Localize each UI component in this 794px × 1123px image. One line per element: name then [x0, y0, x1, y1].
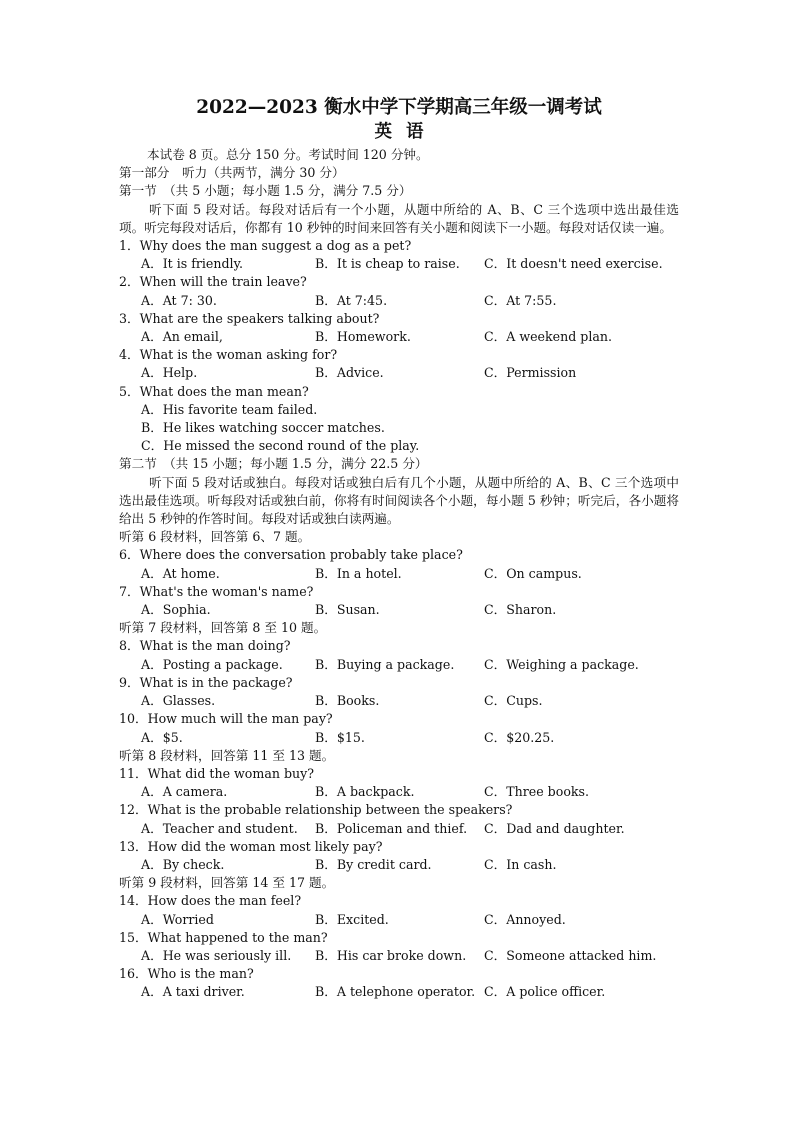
- option-a: A．Worried: [141, 911, 214, 927]
- option-a: A．A camera.: [141, 784, 228, 800]
- option-b: B．By credit card.: [315, 856, 432, 872]
- option-c: C．Cups.: [484, 693, 543, 709]
- option-a: A．An email,: [141, 329, 223, 345]
- material-8-heading: 听第 8 段材料，回答第 11 至 13 题。: [119, 747, 335, 763]
- question-5: 5．What does the man mean?: [119, 383, 309, 399]
- exam-subject: 英语: [374, 122, 438, 142]
- option-c: C．A weekend plan.: [484, 329, 612, 345]
- exam-intro: 本试卷 8 页。总分 150 分。考试时间 120 分钟。: [147, 147, 429, 162]
- option-c: C．A police officer.: [484, 984, 606, 1000]
- option-a: A．He was seriously ill.: [141, 947, 292, 963]
- option-b: B．Advice.: [315, 365, 384, 381]
- option-a: A．It is friendly.: [141, 256, 244, 272]
- section1-heading: 第一节 （共 5 小题；每小题 1.5 分，满分 7.5 分）: [119, 183, 412, 199]
- option-a: A．Glasses.: [141, 693, 216, 709]
- option-a: A．Teacher and student.: [141, 820, 298, 836]
- question-6-options: [119, 565, 679, 583]
- exam-title: 2022—2023 衡水中学下学期高三年级一调考试: [196, 97, 602, 118]
- option-c: C．It doesn't need exercise.: [484, 256, 663, 272]
- question-11-options: [119, 783, 679, 801]
- option-b: B．His car broke down.: [315, 947, 467, 963]
- question-4-options: [119, 364, 679, 382]
- option-a: A．Sophia.: [141, 602, 211, 618]
- part1-heading: 第一部分 听力（共两节，满分 30 分）: [119, 165, 345, 181]
- option-b: B．At 7:45.: [315, 292, 388, 308]
- question-8-options: [119, 656, 679, 674]
- option-b: B．$15.: [315, 729, 365, 745]
- question-15: 15．What happened to the man?: [119, 929, 328, 945]
- question-15-options: [119, 947, 679, 965]
- question-12: 12．What is the probable relationship between the speakers?: [119, 802, 513, 818]
- question-2: 2．When will the train leave?: [119, 274, 307, 290]
- option-b: B．Homework.: [315, 329, 411, 345]
- option-a: A．By check.: [141, 856, 225, 872]
- question-3: 3．What are the speakers talking about?: [119, 310, 380, 326]
- question-11: 11．What did the woman buy?: [119, 765, 314, 781]
- option-b: B．Books.: [315, 693, 380, 709]
- question-1: 1．Why does the man suggest a dog as a pet?: [119, 238, 412, 254]
- option-c: C．Sharon.: [484, 602, 557, 618]
- question-8: 8．What is the man doing?: [119, 638, 291, 654]
- option-c: C．Three books.: [484, 784, 589, 800]
- question-10-options: [119, 729, 679, 747]
- section1-instructions: 听下面 5 段对话。每段对话后有一个小题，从题中所给的 A、B、C 三个选项中选出最佳选项。听完每段对话后，你都有 10 秒钟的时间来回答有关小题和阅读下一小题。每段对话仅读一遍。: [119, 201, 679, 235]
- question-16: 16．Who is the man?: [119, 966, 254, 982]
- question-9: 9．What is in the package?: [119, 674, 293, 690]
- option-c: C．On campus.: [484, 565, 582, 581]
- question-6: 6．Where does the conversation probably take place?: [119, 547, 463, 563]
- question-14-options: [119, 911, 679, 929]
- question-12-options: [119, 820, 679, 838]
- option-b: B．Buying a package.: [315, 656, 455, 672]
- option-c: C．Permission: [484, 365, 577, 381]
- option-a: A．A taxi driver.: [141, 984, 245, 1000]
- question-4: 4．What is the woman asking for?: [119, 347, 338, 363]
- option-b: B．In a hotel.: [315, 565, 402, 581]
- option-a: A．At home.: [141, 565, 220, 581]
- option-b: B．Susan.: [315, 602, 380, 618]
- material-6-heading: 听第 6 段材料，回答第 6、7 题。: [119, 529, 311, 545]
- question-9-options: [119, 692, 679, 710]
- option-c: C．$20.25.: [484, 729, 555, 745]
- question-14: 14．How does the man feel?: [119, 893, 302, 909]
- question-7-options: [119, 601, 679, 619]
- question-13-options: [119, 856, 679, 874]
- option-c: C．Annoyed.: [484, 911, 566, 927]
- option-c: C．He missed the second round of the play.: [141, 438, 420, 454]
- exam-page: [119, 96, 679, 1002]
- option-c: C．In cash.: [484, 856, 557, 872]
- option-a: A．His favorite team failed.: [141, 401, 318, 417]
- question-2-options: [119, 292, 679, 310]
- question-3-options: [119, 328, 679, 346]
- option-c: C．Someone attacked him.: [484, 947, 657, 963]
- option-a: A．Posting a package.: [141, 656, 283, 672]
- section2-heading: 第二节 （共 15 小题；每小题 1.5 分，满分 22.5 分）: [119, 456, 428, 472]
- option-b: B．It is cheap to raise.: [315, 256, 460, 272]
- section2-instructions: 听下面 5 段对话或独白。每段对话或独白后有几个小题，从题中所给的 A、B、C 三个选项中选出最佳选项。听每段对话或独白前，你将有时间阅读各个小题，每小题 5 秒钟；听完后，各小题将给出 5 秒钟的作答时间。每段对话或独白读两遍。: [119, 474, 679, 527]
- question-7: 7．What's the woman's name?: [119, 583, 314, 599]
- option-a: A．At 7: 30.: [141, 292, 217, 308]
- option-c: C．Weighing a package.: [484, 656, 639, 672]
- option-b: B．A backpack.: [315, 784, 415, 800]
- option-b: B．He likes watching soccer matches.: [141, 420, 385, 436]
- material-7-heading: 听第 7 段材料，回答第 8 至 10 题。: [119, 620, 327, 636]
- option-b: B．A telephone operator.: [315, 984, 476, 1000]
- question-13: 13．How did the woman most likely pay?: [119, 838, 383, 854]
- option-a: A．$5.: [141, 729, 183, 745]
- option-c: C．At 7:55.: [484, 292, 557, 308]
- question-16-options: [119, 983, 679, 1001]
- option-c: C．Dad and daughter.: [484, 820, 625, 836]
- question-10: 10．How much will the man pay?: [119, 711, 333, 727]
- option-b: B．Policeman and thief.: [315, 820, 468, 836]
- question-1-options: [119, 255, 679, 273]
- option-a: A．Help.: [141, 365, 198, 381]
- option-b: B．Excited.: [315, 911, 389, 927]
- material-9-heading: 听第 9 段材料，回答第 14 至 17 题。: [119, 875, 335, 891]
